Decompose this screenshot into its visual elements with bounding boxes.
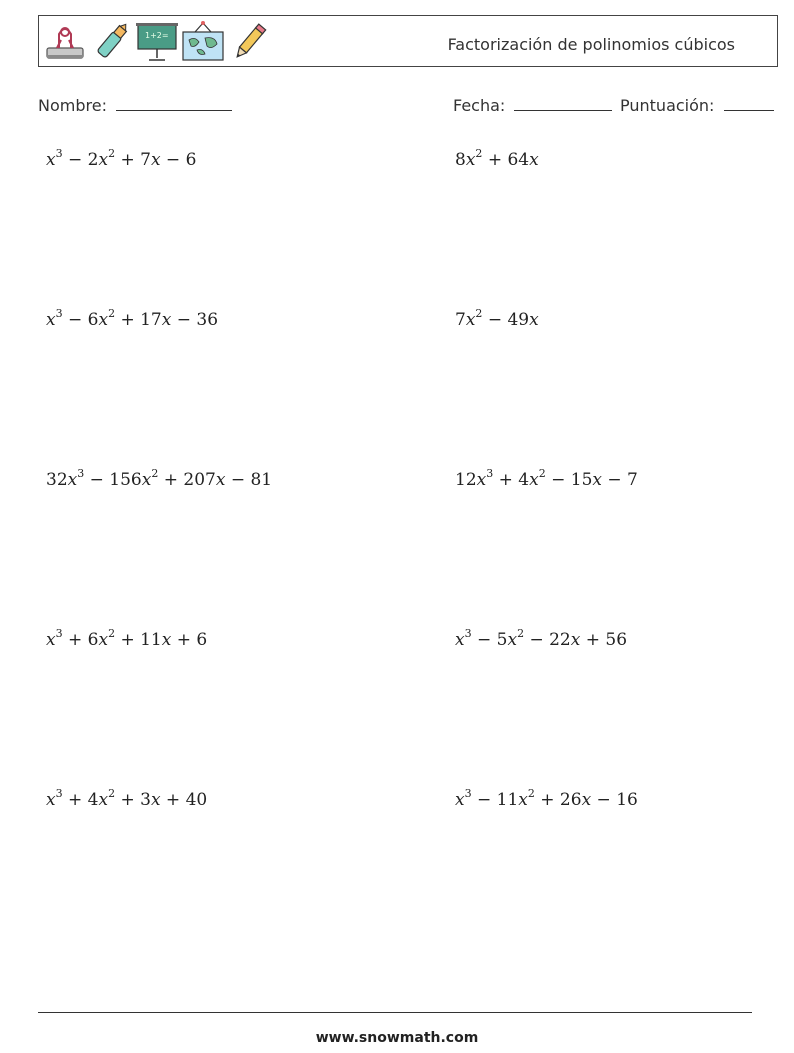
- exponent: 2: [108, 307, 116, 320]
- exponent: 3: [464, 787, 472, 800]
- variable: x: [465, 310, 476, 330]
- coefficient: + 4: [62, 790, 99, 810]
- variable: x: [141, 470, 152, 490]
- variable: x: [476, 470, 487, 490]
- coefficient: + 64: [482, 150, 530, 170]
- coefficient: + 17: [115, 310, 162, 330]
- variable: x: [529, 470, 539, 490]
- map-icon: [181, 20, 225, 64]
- exponent: 3: [486, 467, 494, 480]
- worksheet-header: [38, 15, 778, 67]
- coefficient: − 15: [545, 470, 593, 490]
- variable: x: [518, 790, 528, 810]
- variable: x: [161, 310, 172, 330]
- svg-text:1+2=: 1+2=: [145, 31, 169, 40]
- exponent: 2: [475, 147, 483, 160]
- exponent: 2: [108, 627, 116, 640]
- problem-5: [46, 467, 273, 490]
- variable: x: [455, 630, 465, 650]
- coefficient: − 7: [601, 470, 638, 490]
- exponent: 3: [55, 627, 63, 640]
- variable: x: [529, 150, 539, 170]
- score-blank[interactable]: [724, 94, 774, 111]
- variable: x: [46, 310, 56, 330]
- coefficient: + 6: [171, 630, 208, 650]
- coefficient: − 11: [471, 790, 519, 810]
- exponent: 3: [55, 147, 63, 160]
- pencil-icon: [227, 20, 271, 64]
- footer-divider: [38, 1012, 752, 1013]
- variable: x: [46, 150, 56, 170]
- coefficient: + 6: [62, 630, 99, 650]
- name-label: Nombre:: [38, 96, 107, 115]
- coefficient: − 6: [160, 150, 197, 170]
- problem-6: [455, 467, 638, 490]
- coefficient: 8: [455, 150, 466, 170]
- coefficient: − 156: [84, 470, 142, 490]
- footer-url: www.snowmath.com: [315, 1030, 479, 1046]
- name-blank[interactable]: [116, 94, 232, 111]
- coefficient: − 22: [524, 630, 571, 650]
- score-field: [620, 94, 774, 115]
- variable: x: [581, 790, 592, 810]
- coefficient: + 26: [534, 790, 582, 810]
- name-field: [38, 94, 232, 115]
- exponent: 2: [108, 147, 116, 160]
- coefficient: + 40: [160, 790, 208, 810]
- variable: x: [46, 630, 56, 650]
- coefficient: 12: [455, 470, 477, 490]
- date-field: [453, 94, 612, 115]
- variable: x: [592, 470, 602, 490]
- variable: x: [98, 150, 109, 170]
- chalkboard-icon: [135, 20, 179, 64]
- exponent: 2: [527, 787, 535, 800]
- variable: x: [161, 630, 172, 650]
- exponent: 3: [55, 307, 63, 320]
- variable: x: [455, 790, 465, 810]
- problem-8: [455, 627, 628, 650]
- variable: x: [529, 310, 539, 330]
- coefficient: − 2: [62, 150, 99, 170]
- coefficient: − 81: [225, 470, 273, 490]
- variable: x: [465, 150, 476, 170]
- exponent: 3: [55, 787, 63, 800]
- variable: x: [46, 790, 56, 810]
- exponent: 2: [108, 787, 116, 800]
- score-label: Puntuación:: [620, 96, 715, 115]
- binder-clip-icon: [43, 20, 87, 64]
- header-icons: [43, 19, 271, 65]
- variable: x: [67, 470, 78, 490]
- coefficient: + 56: [580, 630, 628, 650]
- exponent: 2: [151, 467, 159, 480]
- date-blank[interactable]: [514, 94, 612, 111]
- coefficient: 32: [46, 470, 68, 490]
- variable: x: [98, 630, 109, 650]
- problem-1: [46, 147, 197, 170]
- problem-3: [46, 307, 219, 330]
- coefficient: + 4: [493, 470, 530, 490]
- coefficient: + 7: [115, 150, 151, 170]
- coefficient: + 11: [115, 630, 162, 650]
- coefficient: 7: [455, 310, 466, 330]
- problem-9: [46, 787, 208, 810]
- variable: x: [150, 150, 161, 170]
- coefficient: − 16: [591, 790, 638, 810]
- exponent: 2: [538, 467, 546, 480]
- coefficient: − 6: [62, 310, 99, 330]
- exponent: 2: [517, 627, 525, 640]
- coefficient: − 5: [471, 630, 508, 650]
- coefficient: − 49: [482, 310, 530, 330]
- date-label: Fecha:: [453, 96, 506, 115]
- variable: x: [150, 790, 161, 810]
- variable: x: [507, 630, 518, 650]
- problem-10: [455, 787, 638, 810]
- variable: x: [98, 310, 109, 330]
- coefficient: + 3: [115, 790, 151, 810]
- exponent: 3: [464, 627, 472, 640]
- variable: x: [215, 470, 226, 490]
- problem-4: [455, 307, 539, 330]
- problem-7: [46, 627, 208, 650]
- exponent: 3: [77, 467, 85, 480]
- coefficient: + 207: [158, 470, 216, 490]
- highlighter-icon: [89, 20, 133, 64]
- coefficient: − 36: [171, 310, 219, 330]
- problem-2: [455, 147, 539, 170]
- variable: x: [98, 790, 109, 810]
- exponent: 2: [475, 307, 483, 320]
- worksheet-title: Factorización de polinomios cúbicos: [447, 35, 735, 54]
- variable: x: [570, 630, 581, 650]
